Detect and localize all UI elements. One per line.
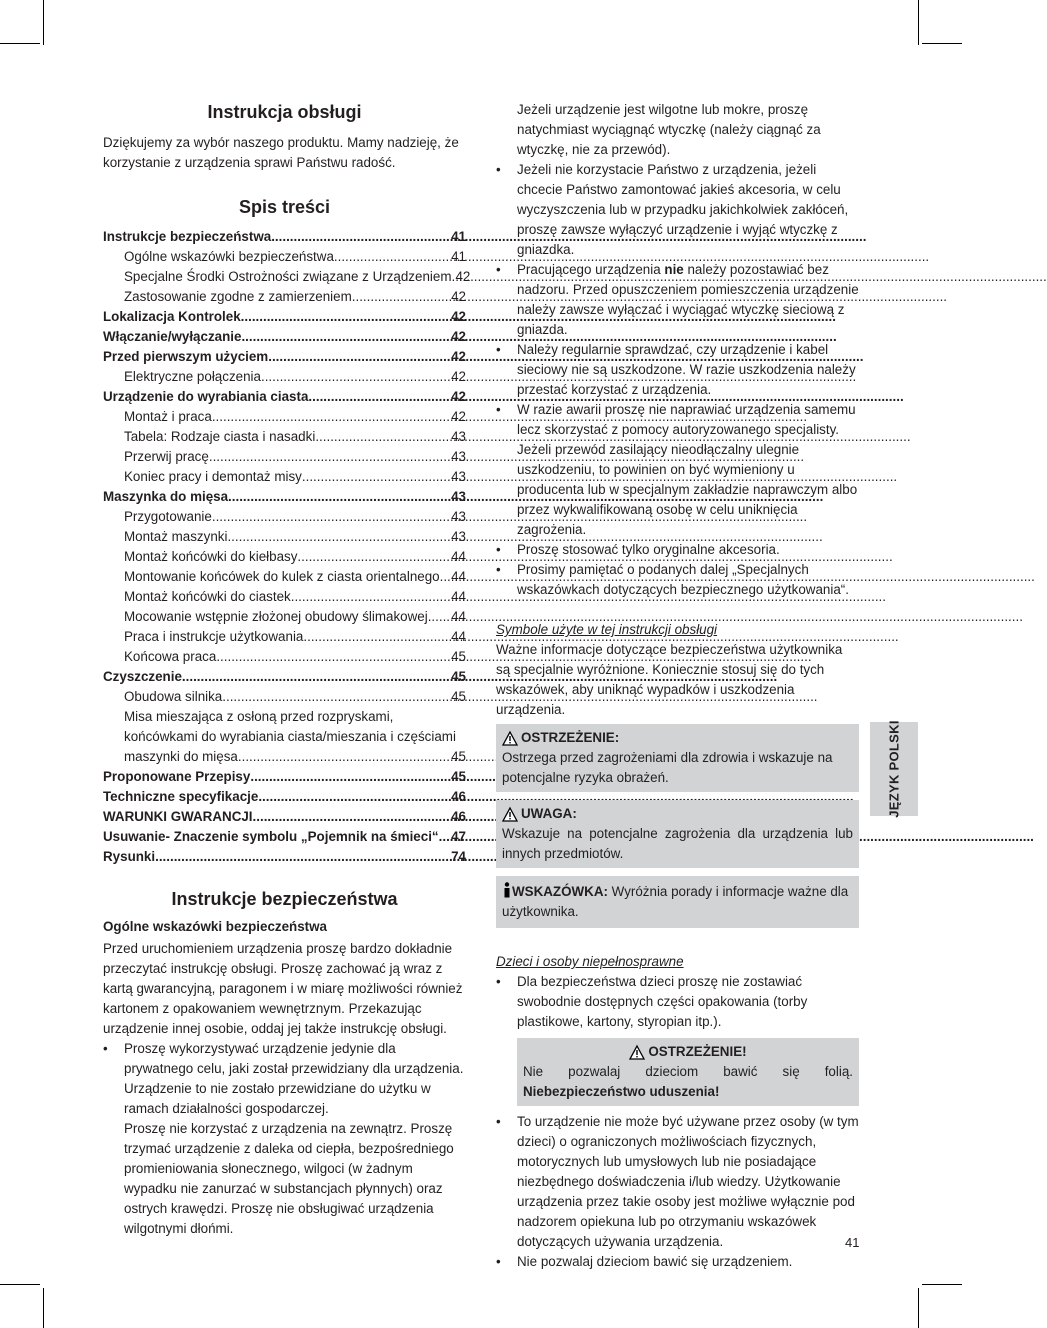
toc-entry[interactable] <box>103 327 466 347</box>
toc-entry[interactable] <box>103 667 466 687</box>
toc-leader <box>253 807 452 827</box>
toc-page-number: 41 <box>451 229 466 244</box>
toc-entry[interactable] <box>103 767 466 787</box>
list-item <box>496 260 859 340</box>
toc-page-number: 43 <box>451 489 466 504</box>
toc-entry[interactable] <box>103 807 466 827</box>
toc-label: Praca i instrukcje użytkowania <box>124 629 304 644</box>
info-icon <box>502 882 512 898</box>
list-item <box>496 540 859 560</box>
toc-label: WARUNKI GWARANCJI <box>103 809 253 824</box>
toc-page-number: 43 <box>451 529 466 544</box>
bullet-mark: • <box>496 974 501 989</box>
children-heading: Dzieci i osoby niepełnosprawne <box>496 954 684 969</box>
toc-label: Zastosowanie zgodne z zamierzeniem <box>124 289 352 304</box>
toc-entry[interactable] <box>103 227 466 247</box>
table-of-contents-tail <box>103 767 466 867</box>
bullet-text: Nie pozwalaj dzieciom bawić się urządzeniem. <box>517 1254 793 1269</box>
toc-leader <box>155 847 451 867</box>
crop-mark <box>922 1284 962 1285</box>
caution-title-text: UWAGA: <box>521 806 577 821</box>
crop-mark <box>43 0 44 45</box>
bullet-text: Pracującego urządzenia <box>517 262 665 277</box>
bullet-mark: • <box>496 402 501 417</box>
intro-text: Dziękujemy za wybór naszego produktu. Mamy nadzieję, że korzystanie z urządzenia sprawi Państwu radość. <box>103 135 459 170</box>
language-tab <box>870 722 918 816</box>
toc-entry[interactable] <box>103 447 466 467</box>
toc-leader <box>258 787 451 807</box>
warning-triangle-icon <box>629 1045 645 1060</box>
toc-leader <box>268 347 451 367</box>
toc-leader <box>241 307 451 327</box>
list-item <box>496 560 859 600</box>
bullet-mark: • <box>496 1254 501 1269</box>
toc-entry[interactable] <box>103 387 466 407</box>
bullet-text-bold: nie <box>664 262 684 277</box>
list-item <box>496 1112 859 1252</box>
toc-title: Spis treści <box>238 197 331 217</box>
toc-leader <box>250 767 451 787</box>
toc-page-number: 44 <box>451 549 466 564</box>
toc-page-number: 41 <box>451 249 466 264</box>
toc-page-number: 44 <box>451 629 466 644</box>
toc-entry[interactable] <box>103 787 466 807</box>
children-warning-title <box>523 1042 853 1062</box>
bullet-text: Proszę wykorzystywać urządzenie jedynie dla prywatnego celu, jaki został przewidziany dla urządzenia. Urządzenie to nie zostało przewidziane do użytku w ramach działalności gospodarczej. <box>124 1041 464 1116</box>
toc-page-number: 46 <box>451 789 466 804</box>
bullet-mark: • <box>496 342 501 357</box>
bullet-mark: • <box>496 162 501 177</box>
bullet-text: należy pozostawiać bez nadzoru. Przed opuszczeniem pomieszczenia urządzenie należy zawsze wyłączać i wyciągać wtyczkę sieciową z gniazda. <box>517 262 859 337</box>
toc-label: Montaż końcówki do kiełbasy <box>124 549 298 564</box>
toc-label: Końcowa praca <box>124 649 217 664</box>
toc-page-number: 42 <box>451 349 466 364</box>
toc-leader <box>209 447 451 467</box>
toc-entry[interactable] <box>103 427 466 447</box>
caution-triangle-icon <box>502 807 518 822</box>
toc-leader <box>261 367 451 387</box>
toc-leader <box>212 407 451 427</box>
toc-label: Techniczne specyfikacje <box>103 789 259 804</box>
toc-leader <box>352 287 451 307</box>
toc-entry[interactable] <box>103 607 466 627</box>
toc-entry[interactable] <box>103 507 466 527</box>
toc-leader <box>315 427 451 447</box>
symbols-text: Ważne informacje dotyczące bezpieczeństwa użytkownika są specjalnie wyróżnione. Koniecznie stosuj się do tych wskazówek, aby uniknąć wypadków i uszkodzenia urządzenia. <box>496 642 843 717</box>
toc-label: Montaż i praca <box>124 409 212 424</box>
toc-entry[interactable] <box>103 347 466 367</box>
toc-label: Montaż końcówki do ciastek <box>124 589 291 604</box>
toc-leader <box>291 587 451 607</box>
toc-entry-multiline[interactable] <box>103 707 466 767</box>
toc-label-line: końcówkami do wyrabiania ciasta/mieszania i częściami <box>124 729 456 744</box>
symbols-heading: Symbole użyte w tej instrukcji obsługi <box>496 622 718 637</box>
toc-entry[interactable] <box>103 627 466 647</box>
list-item <box>496 1252 859 1272</box>
page-title: Instrukcja obsługi <box>207 102 362 122</box>
bullet-mark: • <box>496 562 501 577</box>
toc-page-number: 46 <box>451 809 466 824</box>
toc-leader <box>216 647 451 667</box>
toc-label: Elektryczne połączenia <box>124 369 261 384</box>
toc-label: Koniec pracy i demontaż misy <box>124 469 302 484</box>
bullet-text: To urządzenie nie może być używane przez osoby (w tym dzieci) o ograniczonych możliwościach fizycznych, motorycznych lub umysłowych lub nie posiadające niezbędnego doświadczenia i/lub wiedzy. Użytkowanie urządzenia przez takie osoby jest możliwe wyłącznie pod nadzorem opiekuna lub po otrzymaniu wskazówek dotyczących używania urządzenia. <box>517 1114 859 1249</box>
toc-page-number: 45 <box>451 689 466 704</box>
toc-leader <box>238 747 451 767</box>
bullet-text: W razie awarii proszę nie naprawiać urządzenia samemu lecz skorzystać z pomocy autoryzowanego specjalisty. Jeżeli przewód zasilający nieodłączalny ulegnie uszkodzeniu, to powinien on być wymieniony u producenta lub w specjalnym zakładzie naprawczym albo przez wykwalifikowaną osobę w celu uniknięcia zagrożenia. <box>517 402 858 537</box>
toc-label: Proponowane Przepisy <box>103 769 251 784</box>
warning-title <box>502 728 853 748</box>
crop-mark <box>0 43 40 44</box>
toc-leader <box>271 227 451 247</box>
crop-mark <box>918 0 919 45</box>
language-tab-label: JĘZYK POLSKI <box>886 720 902 818</box>
bullet-text: Jeżeli nie korzystacie Państwo z urządzenia, jeżeli chcecie Państwo zamontować jakieś akcesoria, w celu wyczyszczenia lub w przypadku jakichkolwiek zakłóceń, proszę zawsze wyłączyć urządzenie i wyjąć wtyczkę z gniazdka. <box>517 162 849 257</box>
caution-title <box>502 804 853 824</box>
toc-entry[interactable] <box>103 527 466 547</box>
toc-leader <box>439 827 451 847</box>
toc-leader <box>228 487 451 507</box>
toc-entry[interactable] <box>103 587 466 607</box>
toc-entry[interactable] <box>103 847 466 867</box>
toc-label: Urządzenie do wyrabiania ciasta <box>103 389 309 404</box>
general-safety-text: Przed uruchomieniem urządzenia proszę bardzo dokładnie przeczytać instrukcję obsługi. Proszę zachować ją wraz z kartą gwarancyjną, paragonem i w miarę możliwości również kartonem z opakowaniem wewnętrznym. Przekazując urządzenie innej osobie, oddaj jej także instrukcję obsługi. <box>103 941 463 1036</box>
toc-leader <box>440 567 451 587</box>
toc-page-number: 42 <box>455 269 471 284</box>
crop-mark <box>43 1288 44 1328</box>
toc-label: Przerwij pracę <box>124 449 209 464</box>
children-warning-title-text: OSTRZEŻENIE! <box>648 1044 747 1059</box>
toc-label: Przed pierwszym użyciem <box>103 349 269 364</box>
safety-section-title: Instrukcje bezpieczeństwa <box>171 889 398 909</box>
toc-label: Instrukcje bezpieczeństwa <box>103 229 272 244</box>
page-number: 41 <box>845 1235 860 1250</box>
toc-entry[interactable] <box>103 687 466 707</box>
toc-leader <box>227 527 451 547</box>
toc-page-number: 44 <box>451 569 466 584</box>
toc-label: Przygotowanie <box>124 509 212 524</box>
toc-entry[interactable] <box>103 287 466 307</box>
bullet-text: Proszę stosować tylko oryginalne akcesoria. <box>517 542 780 557</box>
toc-label: Włączanie/wyłączanie <box>103 329 242 344</box>
list-item <box>496 340 859 400</box>
toc-label: Montaż maszynki <box>124 529 228 544</box>
toc-entry[interactable] <box>103 367 466 387</box>
toc-leader <box>222 687 451 707</box>
children-warning-box <box>517 1038 859 1106</box>
toc-label: Ogólne wskazówki bezpieczeństwa <box>124 249 334 264</box>
toc-label: Rysunki <box>103 849 156 864</box>
toc-page-number: 45 <box>451 669 466 684</box>
toc-page-number: 43 <box>451 509 466 524</box>
caution-box <box>496 800 859 868</box>
tip-box <box>496 876 859 928</box>
toc-page-number: 43 <box>451 449 466 464</box>
tip-text: Wyróżnia porady i informacje ważne dla użytkownika. <box>502 884 849 919</box>
list-item <box>103 1039 466 1239</box>
toc-leader <box>303 627 451 647</box>
bullet-mark: • <box>496 262 501 277</box>
toc-entry[interactable] <box>103 267 471 287</box>
toc-page-number: 74 <box>451 849 466 864</box>
list-item <box>496 400 859 540</box>
toc-entry[interactable] <box>103 247 466 267</box>
toc-entry[interactable] <box>103 547 466 567</box>
toc-label: Obudowa silnika <box>124 689 223 704</box>
toc-page-number: 42 <box>451 369 466 384</box>
continued-text: Jeżeli urządzenie jest wilgotne lub mokre, proszę natychmiast wyciągnąć wtyczkę (należy ciągnąć za wtyczkę, nie za przewód). <box>517 102 821 157</box>
crop-mark <box>0 1284 40 1285</box>
toc-leader <box>212 507 451 527</box>
toc-label-line: Misa mieszająca z osłoną przed rozpryskami, <box>124 709 394 724</box>
toc-label: Mocowanie wstępnie złożonej obudowy ślimakowej <box>124 609 428 624</box>
warning-box <box>496 724 859 792</box>
toc-leader <box>334 247 451 267</box>
toc-label: maszynki do mięsa <box>124 749 238 764</box>
toc-page-number: 44 <box>451 609 466 624</box>
caution-text: Wskazuje na potencjalne zagrożenia dla urządzenia lub innych przedmiotów. <box>502 826 853 861</box>
toc-label: Montowanie końcówek do kulek z ciasta orientalnego <box>124 569 440 584</box>
toc-page-number: 42 <box>451 289 466 304</box>
warning-title-text: OSTRZEŻENIE: <box>521 730 620 745</box>
children-warning-text: Nie pozwalaj dzieciom bawić się folią. <box>523 1064 853 1079</box>
list-item <box>496 972 859 1032</box>
crop-mark <box>922 43 962 44</box>
toc-page-number: 45 <box>451 769 466 784</box>
crop-mark <box>918 1288 919 1328</box>
toc-leader <box>182 667 451 687</box>
toc-leader <box>241 327 451 347</box>
toc-page-number: 42 <box>451 409 466 424</box>
right-column <box>496 100 859 1272</box>
bullet-text: Należy regularnie sprawdzać, czy urządzenie i kabel sieciowy nie są uszkodzone. W razie uszkodzenia należy przestać korzystać z urządzenia. <box>517 342 856 397</box>
toc-label: Maszynka do mięsa <box>103 489 229 504</box>
toc-page-number: 42 <box>451 309 466 324</box>
toc-page-number: 43 <box>451 469 466 484</box>
toc-leader <box>308 387 451 407</box>
toc-entry[interactable] <box>103 467 466 487</box>
toc-entry[interactable] <box>103 647 466 667</box>
warning-text: Ostrzega przed zagrożeniami dla zdrowia i wskazuje na potencjalne ryzyka obrażeń. <box>502 750 833 785</box>
toc-leader <box>297 547 451 567</box>
toc-page-number: 47 <box>451 829 466 844</box>
toc-label: Lokalizacja Kontrolek <box>103 309 241 324</box>
bullet-text: Prosimy pamiętać o podanych dalej „Specjalnych wskazówkach dotyczących bezpiecznego użytkowania“. <box>517 562 849 597</box>
toc-entry[interactable] <box>103 407 466 427</box>
toc-page-number: 42 <box>451 329 466 344</box>
bullet-mark: • <box>103 1041 108 1056</box>
bullet-text: Proszę nie korzystać z urządzenia na zewnątrz. Proszę trzymać urządzenie z daleka od ciepła, bezpośredniego promieniowania słonecznego, wilgoci (w żadnym wypadku nie zanurzać w substancjach płynnych) oraz ostrych krawędzi. Proszę nie obsługiwać urządzenia wilgotnymi dłońmi. <box>124 1121 454 1236</box>
table-of-contents <box>103 227 471 707</box>
left-column <box>103 100 471 1239</box>
children-warning-body <box>523 1062 853 1102</box>
toc-label: Usuwanie- Znaczenie symbolu „Pojemnik na śmieci“ <box>103 829 439 844</box>
children-warning-bold: Niebezpieczeństwo uduszenia! <box>523 1084 720 1099</box>
toc-page-number: 45 <box>451 749 466 764</box>
toc-label: Czyszczenie <box>103 669 182 684</box>
bullet-text: Dla bezpieczeństwa dzieci proszę nie zostawiać swobodnie dostępnych części opakowania (torby plastikowe, kartony, styropian itp.). <box>517 974 808 1029</box>
bullet-mark: • <box>496 1114 501 1129</box>
toc-page-number: 43 <box>451 429 466 444</box>
warning-triangle-icon <box>502 731 518 746</box>
toc-entry[interactable] <box>103 827 466 847</box>
toc-page-number: 42 <box>451 389 466 404</box>
toc-leader <box>302 467 451 487</box>
list-item <box>496 160 859 260</box>
toc-entry[interactable] <box>103 307 466 327</box>
toc-label: Tabela: Rodzaje ciasta i nasadki <box>124 429 316 444</box>
toc-page-number: 45 <box>451 649 466 664</box>
toc-entry-last-line <box>124 747 466 767</box>
general-safety-heading: Ogólne wskazówki bezpieczeństwa <box>103 919 327 934</box>
toc-entry[interactable] <box>103 487 466 507</box>
toc-page-number: 44 <box>451 589 466 604</box>
toc-label: Specjalne Środki Ostrożności związane z Urządzeniem <box>124 269 452 284</box>
toc-leader <box>428 607 451 627</box>
tip-title: WSKAZÓWKA: <box>512 884 608 899</box>
toc-entry[interactable] <box>103 567 466 587</box>
bullet-mark: • <box>496 542 501 557</box>
